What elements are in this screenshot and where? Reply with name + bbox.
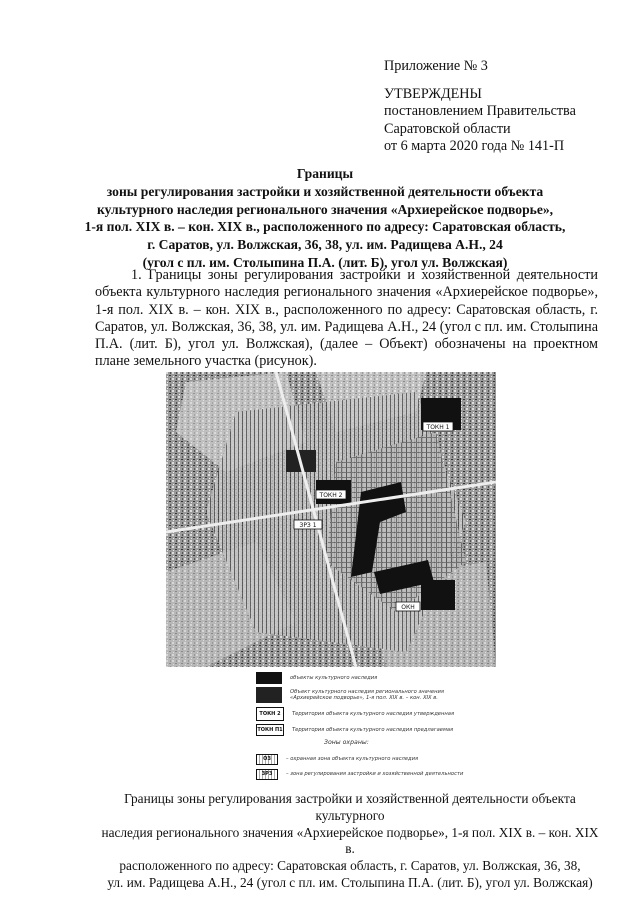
- title-line: зоны регулирования застройки и хозяйственной деятельности объекта: [106, 183, 544, 199]
- approved-heading: УТВЕРЖДЕНЫ: [384, 85, 482, 102]
- map-label-tokn1: ТОКН 1: [426, 424, 450, 431]
- title-line: г. Саратов, ул. Волжская, 36, 38, ул. им. Радищева А.Н., 24: [147, 237, 503, 253]
- legend-swatch: [256, 687, 282, 703]
- legend-label: – охранная зона объекта культурного наследия: [286, 756, 419, 763]
- appendix-number: Приложение № 3: [384, 58, 488, 74]
- legend-swatch: [256, 672, 282, 684]
- legend-label: Объект культурного наследия регионального значения «Архиерейское подворье», 1-я пол. XIX в. – кон. XIX в.: [290, 688, 444, 701]
- caption-line: расположенного по адресу: Саратовская область, г. Саратов, ул. Волжская, 36, 38,: [119, 858, 581, 874]
- map-graphic: [166, 372, 496, 667]
- legend-item: [256, 724, 482, 736]
- caption-line: ул. им. Радищева А.Н., 24 (угол с пл. им. Столыпина П.А. (лит. Б), угол ул. Волжская): [107, 874, 593, 890]
- legend-item: [256, 754, 476, 765]
- caption-line: наследия регионального значения «Архиерейское подворье», 1-я пол. XIX в. – кон. XIX в.: [101, 824, 599, 857]
- map-label-zrz: ЗРЗ 1: [299, 522, 317, 529]
- legend-item: [256, 687, 480, 703]
- document-title: [70, 165, 580, 272]
- legend-label: Территория объекта культурного наследия предлагаемая: [292, 726, 454, 733]
- legend-swatch: ОЗ: [256, 754, 278, 765]
- body-paragraph: [95, 267, 598, 371]
- title-line: Границы: [296, 166, 354, 181]
- title-line: 1-я пол. XIX в. – кон. XIX в., расположенного по адресу: Саратовская область,: [84, 219, 566, 235]
- approval-line: Саратовской области: [384, 120, 511, 137]
- approval-line: постановлением Правительства: [384, 103, 576, 119]
- map-label-okn: ОКН: [401, 604, 415, 611]
- legend-swatch: ТОКН 2: [256, 707, 284, 721]
- legend-label: Территория объекта культурного наследия утвержденная: [292, 710, 455, 717]
- map-label-tokn2: ТОКН 2: [319, 492, 343, 499]
- title-line: культурного наследия регионального значения «Архиерейское подворье»,: [96, 201, 554, 217]
- legend-label: – зона регулирования застройки и хозяйственной деятельности: [286, 771, 464, 778]
- figure-caption: [100, 791, 600, 892]
- legend-swatch: ТОКН П1: [256, 724, 284, 736]
- legend-swatch: ЗРЗ: [256, 769, 278, 780]
- legend-zones-heading: Зоны охраны:: [324, 739, 369, 746]
- legend-label: объекты культурного наследия: [290, 674, 378, 681]
- legend-item: [256, 672, 480, 684]
- title-line: (угол с пл. им. Столыпина П.А. (лит. Б), угол ул. Волжская): [142, 254, 508, 270]
- caption-line: Границы зоны регулирования застройки и хозяйственной деятельности объекта культурного: [124, 791, 576, 823]
- map-legend: [256, 672, 506, 784]
- legend-item: [256, 707, 482, 721]
- paragraph-text: 1. Границы зоны регулирования застройки и хозяйственной деятельности объекта культурного наследия регионального значения «Архиерейское подворье», 1-я пол. XIX в. – кон. XIX в., расположенного по адресу: Саратовская область, г. Саратов, ул. Волжская, 36, 38, ул. им. Радищева А.Н., 24 (угол с пл. им. Столыпина П.А. (лит. Б), угол ул. Волжская), (далее – Объект) обозначены на проектном плане земельного участка (рисунок).: [95, 267, 598, 370]
- approval-date: от 6 марта 2020 года № 141-П: [384, 138, 565, 154]
- site-plan-map: [166, 372, 496, 667]
- legend-item: [256, 769, 476, 780]
- approval-block: [384, 58, 614, 156]
